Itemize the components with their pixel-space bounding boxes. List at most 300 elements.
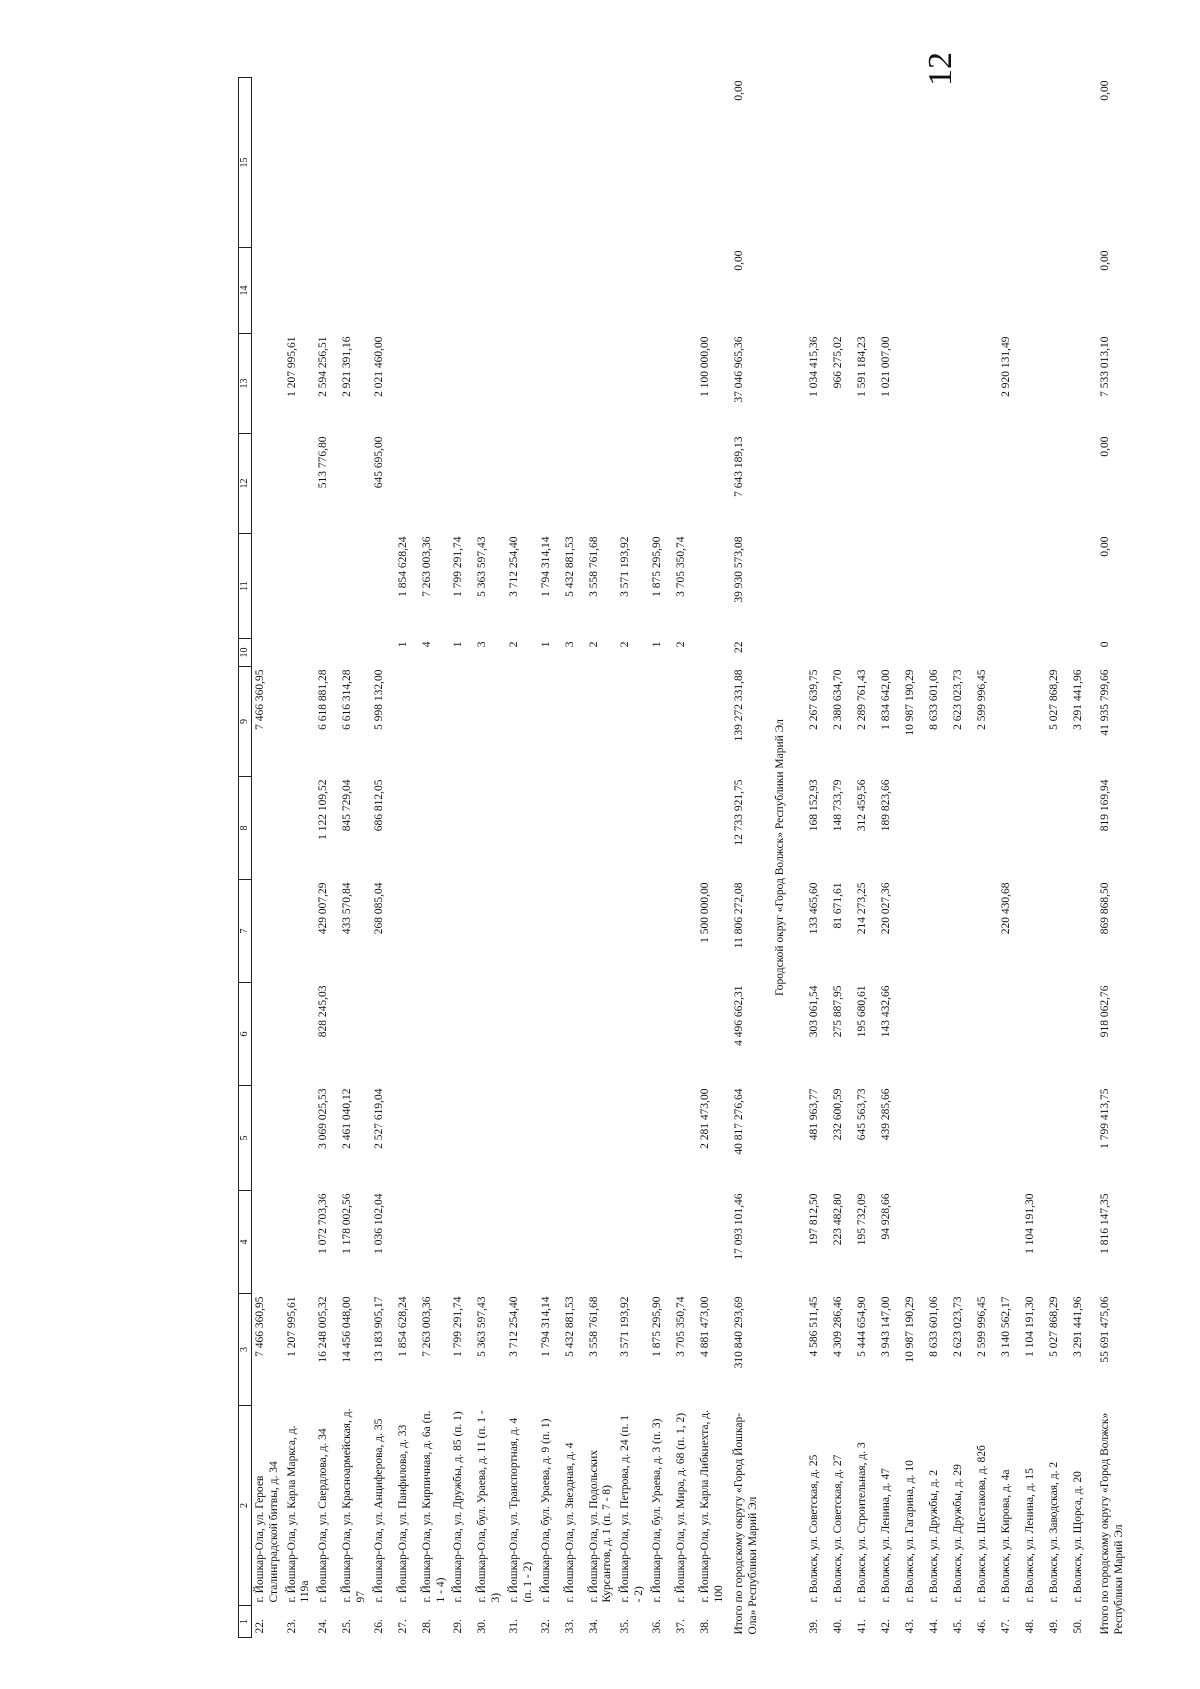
- value-cell: [673, 1191, 697, 1294]
- value-cell: [395, 78, 419, 248]
- table-row: [806, 78, 830, 1638]
- value-cell: [697, 667, 729, 777]
- value-cell: 1 854 628,24: [396, 1296, 409, 1357]
- total-value: 12 733 921,75: [733, 779, 746, 846]
- value-cell: [649, 983, 673, 1086]
- value-cell: [617, 880, 649, 983]
- value-cell: 645 563,73: [855, 1088, 868, 1141]
- value-cell: 5 363 597,43: [476, 1296, 489, 1357]
- value-cell: [419, 78, 451, 248]
- value-cell: [926, 880, 950, 983]
- table-row: [284, 78, 316, 1638]
- value-cell: [252, 880, 284, 983]
- value-cell: [1046, 880, 1070, 983]
- value-cell: [974, 434, 998, 534]
- value-cell: [1070, 334, 1094, 434]
- value-cell: [1022, 639, 1046, 667]
- value-cell: [1046, 1086, 1070, 1191]
- value-cell: [586, 78, 618, 248]
- total-value: 7 643 189,13: [733, 436, 746, 497]
- row-number: 48.: [1023, 1619, 1036, 1634]
- table-row: [538, 78, 562, 1638]
- value-cell: [926, 248, 950, 334]
- value-cell: [284, 248, 316, 334]
- total-value: 0,00: [1098, 436, 1111, 457]
- table-row: [339, 78, 371, 1638]
- value-cell: [649, 78, 673, 248]
- value-cell: 223 482,80: [831, 1193, 844, 1246]
- value-cell: [830, 78, 854, 248]
- value-cell: [474, 1086, 506, 1191]
- value-cell: [617, 983, 649, 1086]
- value-cell: [1046, 1191, 1070, 1294]
- value-cell: [252, 1191, 284, 1294]
- table-row: [506, 78, 538, 1638]
- value-cell: [538, 880, 562, 983]
- value-cell: [339, 248, 371, 334]
- table-row: [315, 78, 339, 1638]
- value-cell: [586, 777, 618, 880]
- value-cell: [1046, 248, 1070, 334]
- value-cell: 1 834 642,00: [879, 669, 892, 730]
- value-cell: [649, 434, 673, 534]
- value-cell: [649, 248, 673, 334]
- value-cell: 2 380 634,70: [831, 669, 844, 730]
- value-cell: [450, 248, 474, 334]
- value-cell: [252, 777, 284, 880]
- value-cell: 3 712 254,40: [507, 1296, 520, 1357]
- value-cell: [806, 639, 830, 667]
- value-cell: 232 600,59: [831, 1088, 844, 1141]
- value-cell: [474, 1191, 506, 1294]
- value-cell: 1 794 314,14: [539, 536, 552, 597]
- row-number: 35.: [619, 1619, 632, 1634]
- value-cell: 3 571 193,92: [619, 536, 632, 597]
- value-cell: [506, 983, 538, 1086]
- value-cell: 645 695,00: [372, 436, 385, 489]
- table-row: [697, 78, 729, 1638]
- column-header: 13: [239, 334, 252, 434]
- row-number: 23.: [285, 1619, 298, 1634]
- table-row: [878, 78, 902, 1638]
- value-cell: 3 069 025,53: [317, 1088, 330, 1149]
- value-cell: [673, 78, 697, 248]
- value-cell: [538, 1086, 562, 1191]
- value-cell: [649, 1086, 673, 1191]
- table-row: [998, 78, 1022, 1638]
- table-row: [926, 78, 950, 1638]
- value-cell: [926, 1086, 950, 1191]
- value-cell: [1070, 639, 1094, 667]
- total-value: 41 935 799,66: [1098, 669, 1111, 736]
- value-cell: 7 466 360,95: [254, 1296, 266, 1357]
- row-number: 34.: [587, 1619, 600, 1634]
- value-cell: [697, 434, 729, 534]
- row-number: 40.: [831, 1619, 844, 1634]
- value-cell: [450, 667, 474, 777]
- value-cell: 2: [507, 641, 520, 648]
- section-heading-row: [766, 78, 806, 1638]
- value-cell: 5 432 881,53: [563, 1296, 576, 1357]
- value-cell: 966 275,02: [831, 336, 844, 389]
- value-cell: [806, 248, 830, 334]
- value-cell: [950, 334, 974, 434]
- value-cell: 10 987 190,29: [903, 1296, 916, 1363]
- value-cell: [450, 434, 474, 534]
- value-cell: [506, 334, 538, 434]
- value-cell: [371, 639, 395, 667]
- value-cell: [315, 248, 339, 334]
- value-cell: [697, 1191, 729, 1294]
- value-cell: 10 987 190,29: [903, 669, 916, 736]
- value-cell: [926, 639, 950, 667]
- value-cell: [950, 534, 974, 639]
- value-cell: 2 281 473,00: [698, 1088, 711, 1149]
- value-cell: [315, 639, 339, 667]
- table-row: [1046, 78, 1070, 1638]
- address-cell: г. Йошкар-Ола, бул. Ураева, д. 9 (п. 1): [539, 1418, 552, 1603]
- value-cell: [474, 983, 506, 1086]
- value-cell: [697, 534, 729, 639]
- row-number: 27.: [396, 1619, 409, 1634]
- value-cell: [538, 1191, 562, 1294]
- value-cell: 5 998 132,00: [372, 669, 385, 730]
- value-cell: [586, 248, 618, 334]
- total-value: 7 533 013,10: [1098, 336, 1111, 397]
- table-row: [419, 78, 451, 1638]
- total-value: 1 799 413,75: [1098, 1088, 1111, 1149]
- value-cell: [538, 667, 562, 777]
- address-cell: г. Йошкар-Ола, ул. Анциферова, д. 35: [372, 1418, 385, 1603]
- table-row: [562, 78, 586, 1638]
- address-cell: г. Йошкар-Ола, бул. Ураева, д. 3 (п. 3): [650, 1418, 663, 1603]
- value-cell: [1046, 534, 1070, 639]
- value-cell: [902, 1191, 926, 1294]
- value-cell: 2 599 996,45: [975, 1296, 988, 1357]
- value-cell: 3 291 441,96: [1071, 669, 1084, 730]
- table-row: [474, 78, 506, 1638]
- address-cell: г. Волжск, ул. Ленина, д. 15: [1023, 1468, 1036, 1603]
- value-cell: [395, 1191, 419, 1294]
- value-cell: 14 456 048,00: [341, 1296, 354, 1363]
- value-cell: [854, 639, 878, 667]
- value-cell: [506, 78, 538, 248]
- value-cell: 220 430,68: [999, 882, 1012, 935]
- address-cell: г. Йошкар-Ола, бул. Ураева, д. 11 (п. 1 - 3): [476, 1410, 503, 1603]
- value-cell: [284, 639, 316, 667]
- value-cell: [474, 777, 506, 880]
- value-cell: [284, 983, 316, 1086]
- value-cell: [506, 434, 538, 534]
- value-cell: [998, 983, 1022, 1086]
- value-cell: [1022, 667, 1046, 777]
- total-value: 918 062,76: [1098, 985, 1111, 1038]
- value-cell: [586, 1086, 618, 1191]
- table-row: [252, 78, 284, 1638]
- value-cell: [474, 248, 506, 334]
- value-cell: 4 881 473,00: [698, 1296, 711, 1357]
- total-value: 0,00: [733, 80, 746, 101]
- column-header: 11: [239, 534, 252, 639]
- value-cell: 2: [619, 641, 632, 648]
- value-cell: [998, 434, 1022, 534]
- value-cell: [902, 639, 926, 667]
- value-cell: [1070, 1191, 1094, 1294]
- column-header: 15: [239, 78, 252, 248]
- value-cell: [395, 434, 419, 534]
- value-cell: [474, 78, 506, 248]
- value-cell: [562, 983, 586, 1086]
- value-cell: [926, 534, 950, 639]
- value-cell: [926, 983, 950, 1086]
- value-cell: [419, 1191, 451, 1294]
- address-cell: г. Йошкар-Ола, ул. Петрова, д. 24 (п. 1 - 2): [619, 1415, 645, 1603]
- value-cell: 2 921 391,16: [341, 336, 354, 397]
- value-cell: [395, 334, 419, 434]
- address-cell: г. Волжск, ул. Советская, д. 27: [831, 1454, 844, 1603]
- value-cell: [1070, 983, 1094, 1086]
- value-cell: 8 633 601,06: [927, 669, 940, 730]
- value-cell: [998, 1086, 1022, 1191]
- total-value: 869 868,50: [1098, 882, 1111, 935]
- value-cell: 3 140 562,17: [999, 1296, 1012, 1357]
- value-cell: [673, 880, 697, 983]
- value-cell: [673, 334, 697, 434]
- value-cell: [562, 1086, 586, 1191]
- funding-table: [238, 77, 1132, 1638]
- value-cell: [950, 248, 974, 334]
- value-cell: [538, 983, 562, 1086]
- value-cell: [562, 334, 586, 434]
- value-cell: 1 122 109,52: [317, 779, 330, 840]
- value-cell: [562, 248, 586, 334]
- value-cell: [878, 434, 902, 534]
- address-cell: г. Йошкар-Ола, ул. Подольских Курсантов, д. 1 (п. 7 - 8): [587, 1449, 614, 1603]
- value-cell: 6 618 881,28: [317, 669, 330, 730]
- value-cell: [450, 1086, 474, 1191]
- address-cell: г. Волжск, ул. Дружбы, д. 29: [951, 1464, 964, 1603]
- value-cell: [998, 1191, 1022, 1294]
- value-cell: [339, 434, 371, 534]
- value-cell: 1: [452, 641, 465, 648]
- value-cell: [419, 667, 451, 777]
- value-cell: [284, 434, 316, 534]
- value-cell: 3 712 254,40: [507, 536, 520, 597]
- value-cell: [284, 1191, 316, 1294]
- value-cell: 429 007,29: [317, 882, 330, 935]
- row-number: 24.: [317, 1619, 330, 1634]
- value-cell: [878, 78, 902, 248]
- value-cell: [697, 639, 729, 667]
- column-header: 8: [239, 777, 252, 880]
- value-cell: [284, 667, 316, 777]
- value-cell: [926, 78, 950, 248]
- row-number: 42.: [879, 1619, 892, 1634]
- value-cell: [586, 1191, 618, 1294]
- value-cell: [673, 777, 697, 880]
- value-cell: [854, 434, 878, 534]
- total-value: 4 496 662,31: [733, 985, 746, 1046]
- row-number: 30.: [476, 1619, 489, 1634]
- value-cell: 828 245,03: [317, 985, 330, 1038]
- total-value: 55 691 475,06: [1098, 1296, 1111, 1363]
- value-cell: [506, 1086, 538, 1191]
- row-number: 22.: [254, 1619, 266, 1634]
- rotated-table-sheet: [238, 78, 1125, 1638]
- address-cell: г. Волжск, ул. Кирова, д. 4а: [999, 1469, 1012, 1603]
- value-cell: 3 558 761,68: [587, 1296, 600, 1357]
- value-cell: 1 072 703,36: [317, 1193, 330, 1254]
- column-header: 7: [239, 880, 252, 983]
- value-cell: [806, 78, 830, 248]
- value-cell: 5 363 597,43: [476, 536, 489, 597]
- value-cell: [617, 1086, 649, 1191]
- total-row: [728, 78, 766, 1638]
- value-cell: [1046, 777, 1070, 880]
- value-cell: [974, 534, 998, 639]
- column-header: 14: [239, 248, 252, 334]
- value-cell: [339, 534, 371, 639]
- table-body: [252, 78, 1132, 1638]
- value-cell: 3 705 350,74: [674, 1296, 687, 1357]
- value-cell: 1 104 191,30: [1023, 1193, 1036, 1254]
- total-label: Итого по городскому округу «Город Волжск» Республики Марий Эл: [1098, 1412, 1125, 1635]
- column-header: 2: [239, 1406, 252, 1606]
- value-cell: [538, 78, 562, 248]
- value-cell: 268 085,04: [372, 882, 385, 935]
- value-cell: 133 465,60: [807, 882, 820, 935]
- value-cell: 1 799 291,74: [452, 1296, 465, 1357]
- value-cell: [315, 534, 339, 639]
- value-cell: [252, 983, 284, 1086]
- column-header: 10: [239, 639, 252, 667]
- value-cell: 7 466 360,95: [254, 669, 266, 730]
- value-cell: [998, 639, 1022, 667]
- value-cell: [1022, 334, 1046, 434]
- value-cell: [1046, 983, 1070, 1086]
- table-row: [649, 78, 673, 1638]
- row-number: 47.: [999, 1619, 1012, 1634]
- value-cell: [697, 248, 729, 334]
- value-cell: [284, 880, 316, 983]
- address-cell: г. Йошкар-Ола, ул. Карла Маркса, д. 119а: [285, 1425, 312, 1603]
- address-cell: г. Волжск, ул. Советская, д. 25: [807, 1454, 820, 1603]
- value-cell: [950, 983, 974, 1086]
- row-number: 36.: [650, 1619, 663, 1634]
- value-cell: 6 616 314,28: [341, 669, 354, 730]
- column-header: 1: [239, 1606, 252, 1638]
- value-cell: 220 027,36: [879, 882, 892, 935]
- total-value: 17 093 101,46: [733, 1193, 746, 1260]
- value-cell: 303 061,54: [807, 985, 820, 1038]
- value-cell: [617, 334, 649, 434]
- table-row: [854, 78, 878, 1638]
- value-cell: 3 705 350,74: [674, 536, 687, 597]
- value-cell: [252, 639, 284, 667]
- table-row: [673, 78, 697, 1638]
- value-cell: [902, 248, 926, 334]
- row-number: 26.: [372, 1619, 385, 1634]
- value-cell: [617, 434, 649, 534]
- value-cell: 2 920 131,49: [999, 336, 1012, 397]
- value-cell: [538, 334, 562, 434]
- value-cell: [419, 334, 451, 434]
- value-cell: [974, 1191, 998, 1294]
- value-cell: [830, 434, 854, 534]
- value-cell: [252, 1086, 284, 1191]
- value-cell: [1046, 78, 1070, 248]
- value-cell: 143 432,66: [879, 985, 892, 1038]
- value-cell: 16 248 005,32: [317, 1296, 330, 1363]
- value-cell: [902, 1086, 926, 1191]
- address-cell: г. Волжск, ул. Гагарина, д. 10: [903, 1460, 916, 1603]
- value-cell: 148 733,79: [831, 779, 844, 832]
- section-heading: Городской округ «Город Волжск» Республики Марий Эл: [773, 719, 786, 996]
- total-value: 40 817 276,64: [733, 1088, 746, 1155]
- value-cell: [926, 334, 950, 434]
- value-cell: [419, 777, 451, 880]
- value-cell: [586, 334, 618, 434]
- value-cell: [371, 248, 395, 334]
- value-cell: 845 729,04: [341, 779, 354, 832]
- value-cell: [950, 639, 974, 667]
- column-header: 9: [239, 667, 252, 777]
- value-cell: [830, 639, 854, 667]
- value-cell: [697, 78, 729, 248]
- value-cell: [697, 983, 729, 1086]
- value-cell: 275 887,95: [831, 985, 844, 1038]
- value-cell: 2 623 023,73: [951, 1296, 964, 1357]
- value-cell: 1 100 000,00: [698, 336, 711, 397]
- total-value: 0,00: [1098, 80, 1111, 101]
- row-number: 45.: [951, 1619, 964, 1634]
- value-cell: [419, 434, 451, 534]
- row-number: 31.: [507, 1619, 520, 1634]
- total-value: 0,00: [1098, 536, 1111, 557]
- total-row: [1094, 78, 1132, 1638]
- table-row: [371, 78, 395, 1638]
- address-cell: г. Волжск, ул. Строительная, д. 3: [855, 1442, 868, 1603]
- page-number: 12: [922, 52, 959, 86]
- address-cell: г. Йошкар-Ола, ул. Кирпичная, д. 6а (п. 1 - 4): [420, 1410, 447, 1603]
- row-number: 37.: [674, 1619, 687, 1634]
- column-header: 3: [239, 1294, 252, 1406]
- value-cell: [252, 248, 284, 334]
- value-cell: 1 178 002,56: [341, 1193, 354, 1254]
- address-cell: г. Волжск, ул. Шестакова, д. 82б: [975, 1445, 988, 1603]
- value-cell: [649, 667, 673, 777]
- value-cell: [506, 667, 538, 777]
- value-cell: 4 586 511,45: [807, 1296, 820, 1357]
- value-cell: [902, 777, 926, 880]
- value-cell: [506, 1191, 538, 1294]
- value-cell: [562, 777, 586, 880]
- value-cell: [617, 1191, 649, 1294]
- value-cell: 2: [674, 641, 687, 648]
- value-cell: [950, 880, 974, 983]
- address-cell: г. Йошкар-Ола, ул. Красноармейская, д. 97: [341, 1408, 367, 1603]
- value-cell: [562, 880, 586, 983]
- value-cell: [586, 667, 618, 777]
- value-cell: [474, 434, 506, 534]
- value-cell: 7 263 003,36: [420, 1296, 433, 1357]
- value-cell: 2 527 619,04: [372, 1088, 385, 1149]
- value-cell: [1022, 983, 1046, 1086]
- value-cell: 1: [650, 641, 663, 648]
- table-row: [586, 78, 618, 1638]
- value-cell: 2 289 761,43: [855, 669, 868, 730]
- value-cell: [998, 78, 1022, 248]
